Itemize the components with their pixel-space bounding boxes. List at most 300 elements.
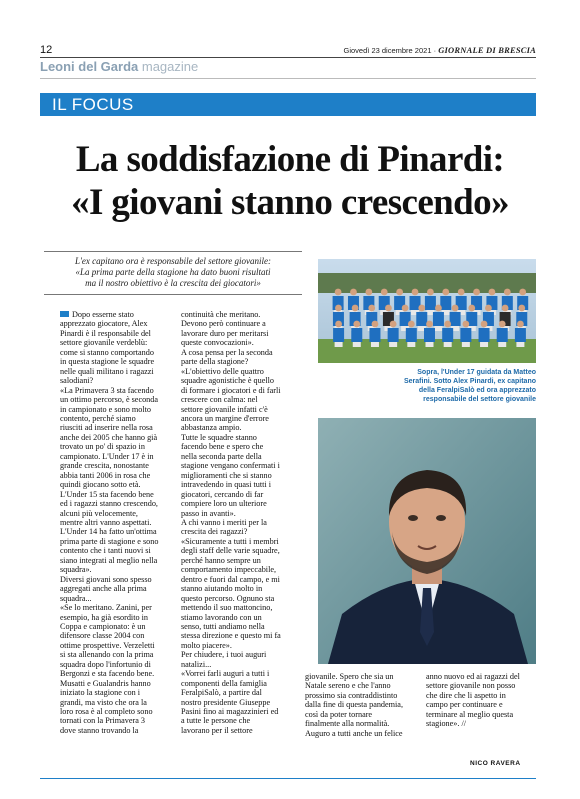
article-line-text: prossimo sia contraddistinto xyxy=(305,690,398,700)
article-line-text: L'Under 14 ha fatto un'ottima xyxy=(60,527,157,537)
article-line-text: giovanile. Spero che sia un xyxy=(305,672,394,681)
article-line-text: settore giovanile verdeblù: xyxy=(60,338,148,348)
article-line-text: nelle quali militano i ragazzi xyxy=(60,366,154,376)
article-line-text: apprezzato giocatore, Alex xyxy=(60,319,148,329)
player-body xyxy=(479,328,490,342)
page-number: 12 xyxy=(40,44,53,56)
article-line-text: trovato un po' di spazio in xyxy=(60,442,145,452)
player-head xyxy=(396,289,403,296)
article-line xyxy=(181,698,294,707)
article-line xyxy=(60,433,170,442)
article-column-1 xyxy=(60,310,170,735)
player-head xyxy=(381,289,388,296)
player-head xyxy=(518,305,525,312)
player-body xyxy=(425,296,436,310)
article-line xyxy=(181,442,294,451)
article-line-text: alcuni più velocemente, xyxy=(60,508,138,518)
player-head xyxy=(468,305,475,312)
article-line xyxy=(181,509,294,518)
player-head xyxy=(462,321,469,328)
article-line-text: dentro e fuori dal campo, e mi xyxy=(181,574,280,584)
subhead-line: ma il nostro obiettivo è la crescita dei giocatori» xyxy=(85,278,261,288)
article-line xyxy=(60,698,170,707)
article-line-text: squadre agonistiche è quello xyxy=(181,376,274,386)
article-line xyxy=(60,386,170,395)
player-body xyxy=(450,312,461,326)
article-line-text: tornati con la Primavera 3 xyxy=(60,716,146,726)
article-line xyxy=(181,688,294,697)
article-line xyxy=(181,565,294,574)
article-line-text: squadra... xyxy=(60,593,92,603)
article-line-text: L'Under 15 sta facendo bene xyxy=(60,489,154,499)
player-head xyxy=(517,321,524,328)
article-column-2 xyxy=(181,310,294,735)
player-head xyxy=(335,289,342,296)
article-line xyxy=(426,719,536,728)
player-head xyxy=(481,321,488,328)
player-head xyxy=(499,321,506,328)
article-line xyxy=(181,669,294,678)
player-body xyxy=(424,328,435,342)
article-line xyxy=(181,452,294,461)
article-line-text: ancora un margine d'errore xyxy=(181,413,269,423)
article-line-text: difensore classe 2004 con xyxy=(60,631,145,641)
issue-date: Giovedì 23 dicembre 2021 xyxy=(343,46,432,55)
article-line-text: Pinardi è il responsabile del xyxy=(60,328,151,338)
article-line xyxy=(60,660,170,669)
bottom-rule xyxy=(40,778,536,779)
article-line-text: giocatori, cercando di far xyxy=(181,489,264,499)
article-line-text: «Se lo meritano. Zanini, per xyxy=(60,603,152,613)
article-line-text: anche dei 2005 che hanno già xyxy=(60,432,158,442)
article-line-text: Per chiudere, i tuoi auguri xyxy=(181,650,267,660)
article-line-text: anno nuovo ed ai ragazzi del xyxy=(426,672,520,681)
article-line xyxy=(60,471,170,480)
article-line-text: molto piacere». xyxy=(181,640,232,650)
article-line xyxy=(181,367,294,376)
article-line-text: crescere con calma: nel xyxy=(181,395,258,405)
article-line xyxy=(305,672,411,681)
article-column-3 xyxy=(305,672,411,738)
article-line xyxy=(60,395,170,404)
player-head xyxy=(372,321,379,328)
article-line-text: riusciti ad inserire nella rosa xyxy=(60,423,153,433)
article-line xyxy=(60,679,170,688)
article-line-text: miglioramenti che si stanno xyxy=(181,470,272,480)
article-line-text: così da poter tornare xyxy=(305,709,373,719)
player-body xyxy=(416,312,427,326)
article-line-text: passo in avanti». xyxy=(181,508,236,518)
article-line xyxy=(60,716,170,725)
player-head xyxy=(504,289,511,296)
subhead-rule-top xyxy=(44,251,302,252)
article-line-text: terminare al meglio questa xyxy=(426,709,514,719)
article-line xyxy=(181,490,294,499)
player-head xyxy=(353,321,360,328)
article-line xyxy=(60,452,170,461)
article-line xyxy=(60,707,170,716)
caption-line: Sopra, l'Under 17 guidata da Matteo xyxy=(417,369,536,376)
article-line xyxy=(181,641,294,650)
article-line-text: senso, tutti andiamo nella xyxy=(181,621,265,631)
article-line-text: continuità che meritano. xyxy=(181,310,261,319)
article-line-text: dove stanno trovando la xyxy=(60,725,139,735)
article-line-text: degli staff delle varie squadre, xyxy=(181,546,280,556)
article-line xyxy=(60,650,170,659)
article-line-text: grandi, ma visto che ora la xyxy=(60,697,147,707)
article-line xyxy=(181,357,294,366)
article-line xyxy=(181,395,294,404)
article-start-marker xyxy=(60,311,69,317)
article-column-4 xyxy=(426,672,536,729)
article-line xyxy=(181,613,294,622)
article-line xyxy=(305,710,411,719)
article-line xyxy=(60,669,170,678)
article-line xyxy=(60,575,170,584)
article-line-text: contento che i tanti nuovi si xyxy=(60,546,151,556)
article-line-text: Auguro a tutti anche un felice xyxy=(305,728,403,738)
article-line-text: comportamento impeccabile, xyxy=(181,565,277,575)
article-line-text: di formare i giocatori e di farli xyxy=(181,385,281,395)
article-line xyxy=(60,688,170,697)
player-head xyxy=(489,289,496,296)
headline-line-1: La soddisfazione di Pinardi: xyxy=(75,139,505,180)
article-line-text: abbia tanti 2006 in rosa che xyxy=(60,470,151,480)
headline-line-2: «I giovani stanno crescendo» xyxy=(71,182,509,223)
article-line-text: Pasini fino ai magazzinieri ed xyxy=(181,707,279,717)
article-line xyxy=(426,691,536,700)
article-line-text: grande crescita, nonostante xyxy=(60,461,149,471)
player-head xyxy=(350,289,357,296)
article-line xyxy=(60,726,170,735)
player-head xyxy=(435,305,442,312)
article-line-text: componenti della famiglia xyxy=(181,678,267,688)
article-line xyxy=(305,700,411,709)
article-line xyxy=(181,631,294,640)
player-head xyxy=(385,305,392,312)
article-line-text: mentre altri vanno aspettati. xyxy=(60,517,152,527)
article-line-text: Tutte le squadre stanno xyxy=(181,432,257,442)
article-line xyxy=(181,414,294,423)
article-line xyxy=(60,490,170,499)
caption-line: della FeralpiSalò ed ora apprezzato xyxy=(418,387,536,394)
article-line-text: ed i ragazzi stanno crescendo, xyxy=(60,499,158,509)
player-body xyxy=(442,328,453,342)
article-line xyxy=(181,707,294,716)
player-legs xyxy=(389,342,397,347)
player-head xyxy=(352,305,359,312)
player-head xyxy=(519,289,526,296)
player-legs xyxy=(480,342,488,347)
article-line xyxy=(60,376,170,385)
article-line-text: in campionato e sono molto xyxy=(60,404,151,414)
article-line xyxy=(181,338,294,347)
article-line xyxy=(181,537,294,546)
article-line-text: settore giovanile infatti c'è xyxy=(181,404,268,414)
player-legs xyxy=(335,342,343,347)
article-line-text: queste convocazioni». xyxy=(181,338,254,348)
player-legs xyxy=(434,326,442,331)
article-line-text: «Sicuramente a tutti i membri xyxy=(181,536,279,546)
article-line xyxy=(181,679,294,688)
player-head xyxy=(485,305,492,312)
portrait-photo xyxy=(318,418,536,664)
article-line-text: prima parte di stagione e sono xyxy=(60,536,159,546)
article-line xyxy=(60,527,170,536)
article-line xyxy=(305,681,411,690)
article-line xyxy=(181,310,294,319)
article-line-text: stagione vengano confermati i xyxy=(181,461,280,471)
section-name: Leoni del Garda xyxy=(40,59,139,74)
article-line xyxy=(181,433,294,442)
player-head xyxy=(458,289,465,296)
article-line xyxy=(181,594,294,603)
portrait-image xyxy=(318,418,536,664)
article-line xyxy=(305,729,411,738)
article-line xyxy=(181,480,294,489)
subhead-line: L'ex capitano ora è responsabile del settore giovanile: xyxy=(75,256,271,266)
player-body xyxy=(333,328,344,342)
article-line-text: come si stanno comportando xyxy=(60,347,154,357)
player-body xyxy=(440,296,451,310)
section-suffix: magazine xyxy=(141,59,199,74)
article-line xyxy=(181,660,294,669)
article-line-text: squadra». xyxy=(60,565,92,575)
article-line-text: Musatti e Gualandris hanno xyxy=(60,678,151,688)
article-line xyxy=(181,329,294,338)
player-body xyxy=(351,328,362,342)
article-line-text: che dire che li aspetto in xyxy=(426,690,506,700)
article-line xyxy=(60,319,170,328)
article-line-text: esempio, ha già esordito in xyxy=(60,612,148,622)
article-line xyxy=(181,716,294,725)
article-line xyxy=(60,603,170,612)
player-head xyxy=(426,321,433,328)
newspaper-name: GIORNALE DI BRESCIA xyxy=(438,45,536,55)
article-line xyxy=(60,480,170,489)
article-line xyxy=(60,461,170,470)
article-line xyxy=(60,613,170,622)
article-line xyxy=(181,423,294,432)
article-line-text: a tutte le persone che xyxy=(181,716,251,726)
article-line-text: dalla fine di questa pandemia, xyxy=(305,700,403,710)
player-head xyxy=(368,305,375,312)
article-line-text: A chi vanno i meriti per la xyxy=(181,517,267,527)
article-line-text: abbastanza ampio. xyxy=(181,423,242,433)
article-line-text: FeralpiSalò, a partire dal xyxy=(181,688,262,698)
article-line xyxy=(60,367,170,376)
article-line xyxy=(181,376,294,385)
article-line xyxy=(60,509,170,518)
player-legs xyxy=(444,342,452,347)
article-line xyxy=(181,461,294,470)
article-line xyxy=(305,691,411,700)
article-line-text: finalmente alla normalità. xyxy=(305,719,390,729)
photo-caption xyxy=(318,368,536,404)
player-legs xyxy=(516,342,524,347)
article-line-text: questo percorso. Ognuno sta xyxy=(181,593,275,603)
player-head xyxy=(390,321,397,328)
dateline xyxy=(344,45,536,55)
player-head xyxy=(418,305,425,312)
article-line xyxy=(181,319,294,328)
article-line-text: in questa stagione le squadre xyxy=(60,357,155,367)
article-line xyxy=(426,710,536,719)
player-head xyxy=(402,305,409,312)
article-line-text: «Vorrei farli auguri a tutti i xyxy=(181,669,270,679)
subhead-line: «La prima parte della stagione ha dato buoni risultati xyxy=(75,267,271,277)
article-line-text: Bergonzi e sta facendo bene. xyxy=(60,669,155,679)
article-line xyxy=(60,584,170,593)
article-line xyxy=(60,405,170,414)
section-header xyxy=(40,59,198,74)
article-line xyxy=(181,405,294,414)
player-head xyxy=(335,321,342,328)
article-line xyxy=(181,546,294,555)
article-line xyxy=(181,575,294,584)
article-line-text: facendo bene e spero che xyxy=(181,442,264,452)
article-line-text: nella seconda parte della xyxy=(181,451,262,461)
article-line xyxy=(60,546,170,555)
article-line xyxy=(60,329,170,338)
article-line-text: stiamo lavorando con un xyxy=(181,612,262,622)
article-line xyxy=(181,527,294,536)
article-line xyxy=(426,681,536,690)
article-line-text: aggregati anche alla prima xyxy=(60,584,147,594)
article-line xyxy=(60,338,170,347)
article-line-text: «La Primavera 3 sta facendo xyxy=(60,385,154,395)
player-legs xyxy=(353,342,361,347)
article-line-text: stagione». // xyxy=(426,719,467,729)
article-line-text: perché hanno sempre un xyxy=(181,555,261,565)
team-photo-image xyxy=(318,259,536,363)
player-head xyxy=(442,289,449,296)
article-line-text: loro rosa è al completo sono xyxy=(60,707,153,717)
article-line-text: compiere loro un ulteriore xyxy=(181,499,267,509)
article-line-text: salodiani? xyxy=(60,376,94,386)
article-line-text: contento, perché siamo xyxy=(60,413,136,423)
player-body xyxy=(497,328,508,342)
player-head xyxy=(473,289,480,296)
article-line-text: iniziato la stagione con i xyxy=(60,688,141,698)
article-line-text: intravedendo in quasi tutti i xyxy=(181,480,272,490)
team-photo xyxy=(318,259,536,363)
article-line xyxy=(181,603,294,612)
article-line-text: crescita dei ragazzi? xyxy=(181,527,248,537)
player-head xyxy=(408,321,415,328)
caption-line: responsabile del settore giovanile xyxy=(423,396,536,403)
article-line xyxy=(60,594,170,603)
subhead xyxy=(44,256,302,289)
player-legs xyxy=(371,342,379,347)
article-line xyxy=(60,537,170,546)
article-line xyxy=(60,518,170,527)
article-line xyxy=(181,348,294,357)
section-rule xyxy=(40,78,536,79)
article-line xyxy=(181,471,294,480)
article-line-text: quindi giocano sotto età. xyxy=(60,480,141,490)
article-line xyxy=(60,556,170,565)
player-head xyxy=(502,305,509,312)
article-line xyxy=(60,499,170,508)
article-line xyxy=(305,719,411,728)
article-line-text: Coppa e campionato: è un xyxy=(60,621,146,631)
article-line xyxy=(60,565,170,574)
article-line xyxy=(426,700,536,709)
article-line xyxy=(181,518,294,527)
top-rule xyxy=(40,57,536,58)
player-legs xyxy=(462,342,470,347)
article-line xyxy=(181,650,294,659)
player-body xyxy=(406,328,417,342)
article-line-text: lavorano per il settore xyxy=(181,725,253,735)
article-line xyxy=(60,357,170,366)
article-line xyxy=(426,672,536,681)
article-line-text: stessa direzione e questo mi fa xyxy=(181,631,281,641)
player-legs xyxy=(407,342,415,347)
focus-label: IL FOCUS xyxy=(52,95,134,114)
article-line-text: mettendo il suo mattoncino, xyxy=(181,603,273,613)
player-head xyxy=(365,289,372,296)
article-line-text: settore giovanile non posso xyxy=(426,681,516,691)
article-line xyxy=(60,348,170,357)
article-line xyxy=(60,622,170,631)
article-line-text: Devono però continuare a xyxy=(181,319,266,329)
article-line xyxy=(60,641,170,650)
article-line xyxy=(181,584,294,593)
article-line xyxy=(181,386,294,395)
article-line-text: Natale sereno e che l'anno xyxy=(305,681,391,691)
player-head xyxy=(452,305,459,312)
article-line-text: ottime prospettive. Verzeletti xyxy=(60,640,155,650)
article-line xyxy=(181,622,294,631)
article-line-text: Dopo esserne stato xyxy=(72,310,134,319)
article-line xyxy=(181,556,294,565)
player-legs xyxy=(426,342,434,347)
article-line xyxy=(60,631,170,640)
article-line-text: squadra dopo l'infortunio di xyxy=(60,659,151,669)
article-line-text: nostro presidente Giuseppe xyxy=(181,697,271,707)
dateline-separator: · xyxy=(433,46,437,55)
article-line-text: A cosa pensa per la seconda xyxy=(181,347,273,357)
article-line-text: siano integrati al meglio nella xyxy=(60,555,158,565)
article-line xyxy=(181,726,294,735)
player-head xyxy=(412,289,419,296)
player-body xyxy=(433,312,444,326)
player-head xyxy=(335,305,342,312)
player-body xyxy=(369,328,380,342)
article-line-text: stanno aiutando molto in xyxy=(181,584,263,594)
player-body xyxy=(388,328,399,342)
article-line xyxy=(60,442,170,451)
article-line-text: lavorare duro per meritarsi xyxy=(181,328,269,338)
article-line-text: si sta allenando con la prima xyxy=(60,650,154,660)
player-body xyxy=(515,328,526,342)
article-line xyxy=(181,499,294,508)
article-line-text: un ottimo percorso, è seconda xyxy=(60,395,158,405)
subhead-rule-bottom xyxy=(44,294,302,295)
player-legs xyxy=(498,342,506,347)
article-line-text: «L'obiettivo delle quattro xyxy=(181,366,264,376)
article-line-text: parte della stagione? xyxy=(181,357,249,367)
article-line-text: natalizi... xyxy=(181,659,212,669)
article-line xyxy=(60,414,170,423)
article-line-text: Diversi giovani sono spesso xyxy=(60,574,152,584)
author-byline: NICO RAVERA xyxy=(470,760,521,767)
player-head xyxy=(427,289,434,296)
article-line xyxy=(60,310,170,319)
player-body xyxy=(460,328,471,342)
